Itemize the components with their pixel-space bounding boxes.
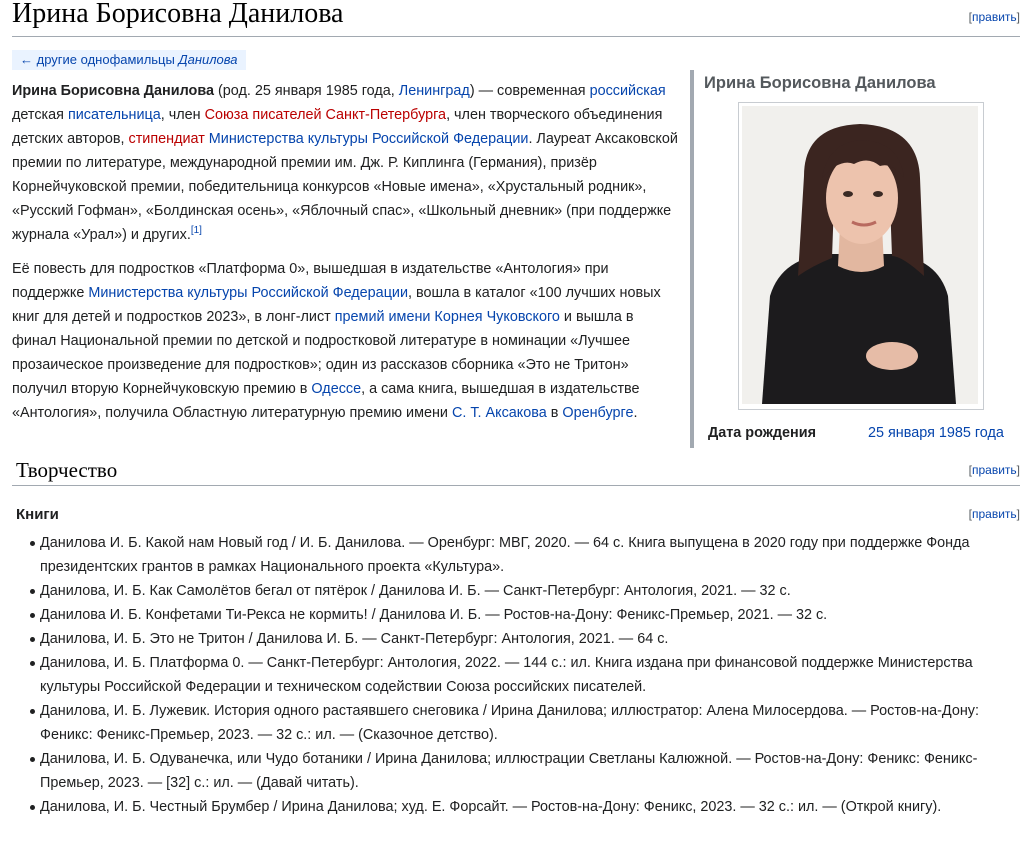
infobox-birth-label: Дата рождения	[708, 425, 816, 441]
lead-text: , член	[160, 107, 205, 123]
portrait-image	[742, 106, 978, 404]
list-item: Данилова И. Б. Конфетами Ти-Рекса не кормить! / Данилова И. Б. — Ростов-на-Дону: Феникс-Премьер, 2021. — 32 с.	[12, 603, 1012, 627]
link-nationality[interactable]: российская	[589, 83, 666, 99]
link-aksakov[interactable]: С. Т. Аксакова	[451, 405, 547, 421]
link-orenburg[interactable]: Оренбурге	[562, 405, 634, 421]
lead-text: в	[546, 405, 563, 421]
infobox-title: Ирина Борисовна Данилова	[704, 74, 936, 92]
hatnote[interactable]	[12, 50, 246, 70]
link-birthplace[interactable]: Ленинград	[398, 83, 470, 99]
lead-section	[12, 79, 680, 435]
lead-text: (род. 25 января 1985 года,	[213, 83, 399, 99]
list-item: Данилова, И. Б. Как Самолётов бегал от пятёрок / Данилова И. Б. — Санкт-Петербург: Антология, 2021. — 32 с.	[12, 579, 1012, 603]
title-row	[12, 0, 1020, 37]
list-item: Данилова, И. Б. Одуванечка, или Чудо ботаники / Ирина Данилова; иллюстрации Светланы Калюжной. — Ростов-на-Дону: Феникс: Феникс-Премьер, 2023. — [32] с.: ил. — (Давай читать).	[12, 747, 1012, 795]
lead-paragraph-2	[12, 257, 680, 425]
link-stipend[interactable]: стипендиат	[128, 131, 205, 147]
subsection-heading-books	[12, 503, 1020, 527]
list-item: Данилова, И. Б. Это не Тритон / Данилова И. Б. — Санкт-Петербург: Антология, 2021. — 64 с.	[12, 627, 1012, 651]
link-profession[interactable]: писательница	[67, 107, 161, 123]
section-edit-wrap: [править]	[968, 463, 1020, 477]
lead-text: и вышла в финал Национальной премии по детской и подростковой литературе в номинации «Лучшее прозаическое произведение для подростков»; один из рассказов сборника «Это не Тритон» получил вторую Корнейчуковскую премию в	[12, 309, 634, 397]
lead-text: ) — современная	[469, 83, 590, 99]
hatnote-surname[interactable]: Данилова	[178, 52, 238, 67]
subject-name: Ирина Борисовна Данилова	[12, 83, 214, 99]
list-item: Данилова И. Б. Какой нам Новый год / И. Б. Данилова. — Оренбург: МВГ, 2020. — 64 с. Книга выпущена в 2020 году при поддержке Фонда президентских грантов в рамках Национального проекта «Культура».	[12, 531, 1012, 579]
lead-text: , вошла в каталог «100 лучших новых книг для детей и подростков 2023», в лонг-лист	[12, 285, 661, 325]
section-title: Творчество	[16, 458, 118, 482]
edit-link[interactable]: править	[971, 507, 1017, 521]
section-heading-creativity	[12, 455, 1020, 486]
lead-paragraph-1	[12, 79, 680, 247]
link-ministry[interactable]: Министерства культуры Российской Федерации	[208, 131, 529, 147]
list-item: Данилова, И. Б. Лужевик. История одного растаявшего снеговика / Ирина Данилова; иллюстратор: Алена Милосердова. — Ростов-на-Дону: Феникс: Феникс-Премьер, 2023. — 32 с.: ил. — (Сказочное детство).	[12, 699, 1012, 747]
lead-text: . Лауреат Аксаковской премии по литературе, международной премии им. Дж. Р. Киплинга (Германия), призёр Корнейчуковской премии, победительница конкурсов «Новые имена», «Хрустальный родник», «Русский Гофман», «Болдинская осень», «Яблочный спас», «Школьный дневник» (при поддержке журнала «Урал») и других.	[12, 131, 678, 243]
subsection-title: Книги	[16, 506, 59, 523]
link-writers-union[interactable]: Союза писателей Санкт-Петербурга	[204, 107, 447, 123]
lead-text: детская	[12, 107, 68, 123]
books-list	[12, 531, 1012, 819]
link-odessa[interactable]: Одессе	[311, 381, 362, 397]
edit-link[interactable]: править	[971, 10, 1017, 24]
lead-text: Её повесть для подростков «Платформа 0», вышедшая в издательстве «Антология» при поддержке	[12, 261, 609, 301]
lead-text: , член творческого объединения детских авторов,	[12, 107, 663, 147]
page-title: Ирина Борисовна Данилова	[12, 0, 344, 29]
title-edit-link-wrap: [править]	[968, 10, 1020, 24]
infobox-birth-value[interactable]: 25 января 1985 года	[868, 425, 1004, 441]
edit-link[interactable]: править	[971, 463, 1017, 477]
link-ministry[interactable]: Министерства культуры Российской Федерации	[88, 285, 409, 301]
portrait-frame[interactable]	[738, 102, 984, 410]
hatnote-prefix[interactable]: ← другие однофамильцы	[20, 52, 179, 67]
list-item: Данилова, И. Б. Честный Брумбер / Ирина Данилова; худ. Е. Форсайт. — Ростов-на-Дону: Феникс, 2023. — 32 с.: ил. — (Открой книгу).	[12, 795, 1012, 819]
subsection-edit-wrap: [править]	[968, 507, 1020, 521]
lead-text: .	[633, 405, 638, 421]
list-item: Данилова, И. Б. Платформа 0. — Санкт-Петербург: Антология, 2022. — 144 с.: ил. Книга издана при финансовой поддержке Министерства культуры Российской Федерации и техническом содействии Союза российских писателей.	[12, 651, 1012, 699]
portrait-photo[interactable]	[742, 106, 978, 404]
lead-text: , а сама книга, вышедшая в издательстве «Антология», получила Областную литературную премию имени	[12, 381, 640, 421]
reference-link[interactable]: [1]	[190, 225, 202, 237]
infobox	[690, 70, 1024, 448]
link-chukovsky-prize[interactable]: премий имени Корнея Чуковского	[334, 309, 560, 325]
